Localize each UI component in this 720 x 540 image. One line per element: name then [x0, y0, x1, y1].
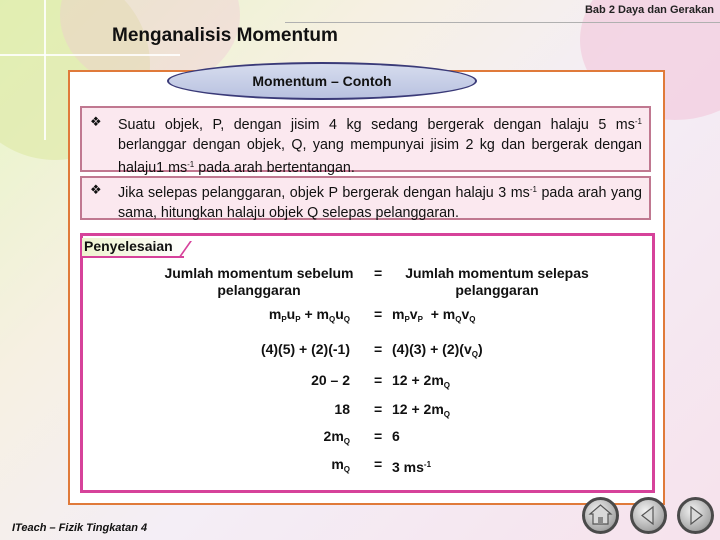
equals-sign: =: [374, 401, 383, 417]
equation-lhs: [324, 428, 350, 450]
next-arrow-icon: [680, 500, 711, 531]
page-title: Menganalisis Momentum: [112, 25, 338, 46]
equation-lhs: $m_Pu_P + m_Qu_Q$: [268, 306, 350, 324]
equation-text: 3 ms: [392, 459, 424, 475]
equals-sign: =: [374, 428, 383, 444]
problem-text: Suatu objek, P, dengan jisim 4 kg sedang bergerak dengan halaju 5 ms: [118, 117, 635, 133]
equals-sign: =: [374, 372, 383, 388]
problem-text: pada arah yang sama, hitungkan halaju objek Q selepas pelanggaran.: [118, 185, 642, 221]
back-button[interactable]: [630, 497, 667, 534]
equation-lhs: [331, 456, 350, 478]
next-button[interactable]: [677, 497, 714, 534]
back-arrow-icon: [633, 500, 664, 531]
superscript: -1: [529, 185, 537, 194]
equation-text: Jumlah momentum sebelum: [164, 265, 354, 281]
problem-text: Jika selepas pelanggaran, objek P bergerak dengan halaju 3 ms: [118, 185, 530, 201]
problem-text: pada arah bertentangan.: [194, 160, 355, 176]
superscript: -1: [634, 117, 642, 126]
subscript: Q: [471, 350, 478, 359]
decor-line: [44, 0, 46, 140]
superscript: -1: [423, 460, 432, 469]
solution-label: Penyelesaian: [82, 238, 189, 258]
superscript: -1: [187, 160, 195, 169]
home-button[interactable]: [582, 497, 619, 534]
equation-text: pelanggaran: [455, 282, 539, 298]
equals-sign: =: [374, 306, 383, 322]
decor-line: [0, 54, 180, 56]
subscript: Q: [443, 381, 450, 390]
subscript: Q: [443, 410, 450, 419]
problem-text: berlanggar dengan objek, Q, yang mempunyai jisim 2 kg dan bergerak dengan halaju1 ms: [118, 137, 642, 176]
equals-sign: =: [374, 456, 383, 472]
equation-rhs: [392, 401, 450, 423]
equals-sign: =: [374, 265, 383, 281]
chapter-title: Bab 2 Daya dan Gerakan: [584, 4, 714, 16]
equation-text: m: [331, 456, 344, 472]
equation-text: 2m: [323, 428, 344, 444]
label-underline: [82, 256, 184, 258]
equation-rhs: [392, 341, 483, 363]
equation-lhs: (4)(5) + (2)(-1): [260, 341, 350, 357]
subscript: Q: [343, 437, 350, 446]
equation-rhs: $m_Pv_P + m_Qv_Q$: [392, 306, 476, 324]
problem-statement-1: [80, 106, 651, 176]
bullet-diamond-icon: ❖: [90, 182, 102, 197]
home-icon: [585, 500, 616, 531]
equation-lhs: [150, 265, 368, 299]
section-title: Momentum – Contoh: [167, 62, 477, 100]
footer-text: ITeach – Fizik Tingkatan 4: [12, 522, 148, 534]
bullet-diamond-icon: ❖: [90, 114, 102, 129]
subscript: Q: [343, 465, 350, 474]
equation-rhs: 6: [392, 428, 400, 444]
equation-text: (4)(3) + (2)(v: [392, 341, 472, 357]
equation-text: pelanggaran: [217, 282, 301, 298]
equation-rhs: [392, 456, 431, 476]
equation-text: 12 + 2m: [392, 372, 444, 388]
divider: [285, 22, 720, 23]
equation-rhs: [392, 265, 602, 299]
equation-lhs: 20 – 2: [311, 372, 350, 388]
problem-statement-2: [80, 176, 651, 220]
equation-text: Jumlah momentum selepas: [405, 265, 589, 281]
equation-rhs: [392, 372, 450, 394]
equals-sign: =: [374, 341, 383, 357]
equation-text: ): [477, 341, 483, 357]
equation-text: 12 + 2m: [392, 401, 444, 417]
equation-lhs: 18: [334, 401, 350, 417]
